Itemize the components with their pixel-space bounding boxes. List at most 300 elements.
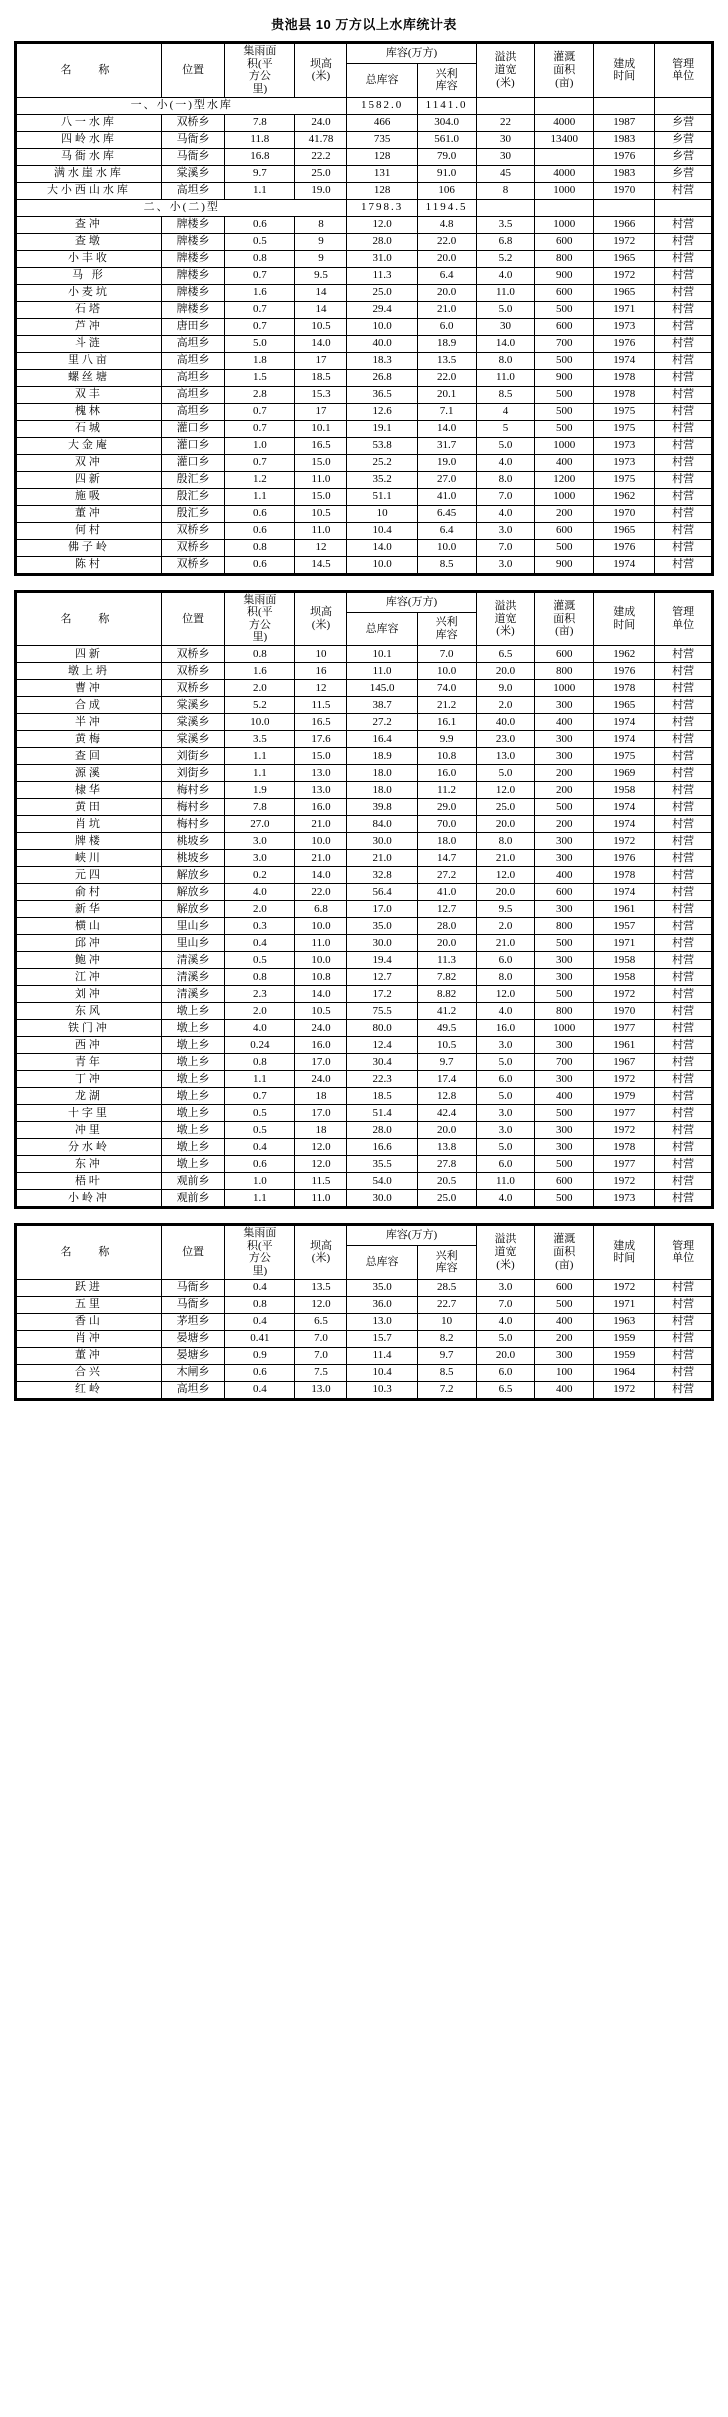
cell-built: 1970 [594,1003,655,1020]
table-header [17,1226,712,1280]
table-row [17,969,712,986]
cell-name: 五里 [17,1296,162,1313]
cell-position: 殷汇乡 [161,488,224,505]
cell-catchment: 1.5 [225,369,295,386]
cell-unit: 村营 [655,833,712,850]
cell-dam-height: 13.0 [295,782,347,799]
table-row [17,1173,712,1190]
cell-capacity-total: 12.0 [347,216,417,233]
cell-capacity-useful: 29.0 [417,799,476,816]
cell-catchment: 0.8 [225,1296,295,1313]
cell-position: 刘街乡 [161,748,224,765]
cell-catchment: 2.3 [225,986,295,1003]
cell-catchment: 1.9 [225,782,295,799]
cell-capacity-total: 11.4 [347,1347,417,1364]
cell-capacity-total: 15.7 [347,1330,417,1347]
cell-catchment: 0.6 [225,522,295,539]
cell-catchment: 11.8 [225,131,295,148]
cell-built: 1974 [594,556,655,573]
cell-spillway: 4.0 [476,1003,535,1020]
cell-built: 1971 [594,1296,655,1313]
col-header-position: 位置 [161,1226,224,1280]
cell-unit: 村营 [655,386,712,403]
cell-capacity-total: 51.4 [347,1105,417,1122]
table-row [17,714,712,731]
cell-spillway: 6.0 [476,1071,535,1088]
cell-capacity-total: 22.3 [347,1071,417,1088]
cell-position: 清溪乡 [161,952,224,969]
cell-capacity-total: 75.5 [347,1003,417,1020]
col-header-unit: 管理 单位 [655,44,712,98]
cell-spillway: 23.0 [476,731,535,748]
cell-spillway: 7.0 [476,539,535,556]
cell-irrigation: 900 [535,369,594,386]
cell-irrigation: 100 [535,1364,594,1381]
cell-name: 青年 [17,1054,162,1071]
cell-capacity-useful: 20.1 [417,386,476,403]
cell-spillway: 5.0 [476,1054,535,1071]
cell-catchment: 0.7 [225,1088,295,1105]
cell-unit: 村营 [655,867,712,884]
cell-catchment: 0.7 [225,318,295,335]
cell-dam-height: 7.0 [295,1330,347,1347]
cell-catchment: 16.8 [225,148,295,165]
table-row [17,250,712,267]
cell-catchment: 0.8 [225,646,295,663]
col-header-unit: 管理 单位 [655,592,712,646]
cell-unit: 村营 [655,505,712,522]
cell-capacity-useful: 6.45 [417,505,476,522]
cell-irrigation: 200 [535,1330,594,1347]
cell-dam-height: 10 [295,646,347,663]
cell-spillway: 3.0 [476,556,535,573]
cell-dam-height: 16.5 [295,437,347,454]
cell-capacity-total: 18.0 [347,782,417,799]
cell-capacity-useful: 20.0 [417,935,476,952]
table-row [17,488,712,505]
cell-unit: 村营 [655,1156,712,1173]
cell-dam-height: 13.0 [295,1381,347,1398]
cell-built: 1972 [594,833,655,850]
cell-capacity-useful: 12.8 [417,1088,476,1105]
cell-spillway: 6.0 [476,952,535,969]
cell-name: 鲍冲 [17,952,162,969]
cell-unit: 村营 [655,663,712,680]
cell-built: 1969 [594,765,655,782]
cell-built: 1957 [594,918,655,935]
cell-capacity-useful: 21.2 [417,697,476,714]
cell-capacity-total: 29.4 [347,301,417,318]
cell-name: 小丰收 [17,250,162,267]
table-row [17,816,712,833]
cell-built: 1977 [594,1156,655,1173]
cell-built: 1983 [594,131,655,148]
cell-dam-height: 7.5 [295,1364,347,1381]
cell-unit: 村营 [655,782,712,799]
cell-irrigation: 500 [535,420,594,437]
cell-catchment: 7.8 [225,114,295,131]
table-row [17,556,712,573]
cell-capacity-total: 10.4 [347,522,417,539]
cell-position: 双桥乡 [161,556,224,573]
cell-dam-height: 14 [295,301,347,318]
cell-capacity-useful: 14.0 [417,420,476,437]
cell-capacity-total: 18.5 [347,1088,417,1105]
col-header-name: 名 称 [17,44,162,98]
cell-spillway: 20.0 [476,663,535,680]
col-header-name: 名 称 [17,1226,162,1280]
cell-irrigation: 500 [535,539,594,556]
cell-position: 灌口乡 [161,420,224,437]
cell-name: 马 形 [17,267,162,284]
cell-position: 双桥乡 [161,663,224,680]
cell-position: 墩上乡 [161,1071,224,1088]
cell-irrigation [535,199,594,216]
col-header-capacity: 库容(万方) [347,1226,476,1246]
cell-capacity-useful: 14.7 [417,850,476,867]
cell-dam-height: 41.78 [295,131,347,148]
cell-position: 墩上乡 [161,1003,224,1020]
cell-dam-height: 10.0 [295,918,347,935]
cell-capacity-total: 30.0 [347,935,417,952]
cell-irrigation: 500 [535,1105,594,1122]
cell-unit: 村营 [655,765,712,782]
cell-capacity-useful: 6.4 [417,522,476,539]
cell-irrigation: 500 [535,301,594,318]
cell-irrigation: 200 [535,816,594,833]
cell-name: 源溪 [17,765,162,782]
cell-capacity-useful: 10.0 [417,663,476,680]
cell-name: 四新 [17,471,162,488]
cell-name: 斗涟 [17,335,162,352]
cell-capacity-useful: 8.5 [417,556,476,573]
cell-name: 大金庵 [17,437,162,454]
cell-catchment: 1.1 [225,765,295,782]
cell-name: 槐林 [17,403,162,420]
cell-unit: 村营 [655,986,712,1003]
cell-spillway: 5.2 [476,250,535,267]
cell-dam-height: 17.6 [295,731,347,748]
cell-capacity-useful: 1194.5 [417,199,476,216]
cell-unit: 村营 [655,1020,712,1037]
cell-unit: 村营 [655,1037,712,1054]
col-header-capacity-useful: 兴利 库容 [417,1246,476,1279]
cell-catchment: 2.0 [225,680,295,697]
cell-name: 黄田 [17,799,162,816]
cell-position: 木闸乡 [161,1364,224,1381]
cell-spillway: 5 [476,420,535,437]
cell-dam-height: 9 [295,233,347,250]
cell-capacity-total: 28.0 [347,233,417,250]
table-body-1 [17,97,712,573]
cell-catchment: 5.0 [225,335,295,352]
table-row [17,935,712,952]
cell-position: 棠溪乡 [161,714,224,731]
col-header-capacity-useful: 兴利 库容 [417,612,476,645]
table-body-2 [17,646,712,1207]
cell-unit: 村营 [655,488,712,505]
cell-capacity-useful: 1141.0 [417,97,476,114]
section-label: 一、小(一)型水库 [17,97,347,114]
cell-irrigation: 1000 [535,680,594,697]
cell-name: 肖坑 [17,816,162,833]
cell-capacity-total: 17.0 [347,901,417,918]
cell-capacity-useful: 4.8 [417,216,476,233]
cell-position: 双桥乡 [161,114,224,131]
cell-dam-height: 10.8 [295,969,347,986]
cell-catchment: 1.0 [225,1173,295,1190]
cell-built: 1974 [594,731,655,748]
cell-irrigation: 300 [535,1347,594,1364]
cell-dam-height: 11.5 [295,697,347,714]
cell-name: 何村 [17,522,162,539]
cell-unit [655,199,712,216]
cell-spillway: 5.0 [476,1088,535,1105]
table-body-3 [17,1279,712,1398]
cell-irrigation: 1000 [535,182,594,199]
table-row [17,833,712,850]
cell-name: 半冲 [17,714,162,731]
table-row [17,1071,712,1088]
cell-spillway: 3.0 [476,1037,535,1054]
cell-dam-height: 16.0 [295,799,347,816]
cell-capacity-useful: 10 [417,1313,476,1330]
cell-unit: 村营 [655,748,712,765]
cell-catchment: 0.6 [225,1156,295,1173]
cell-catchment: 3.5 [225,731,295,748]
cell-built: 1970 [594,182,655,199]
cell-capacity-total: 18.0 [347,765,417,782]
cell-dam-height: 10.1 [295,420,347,437]
cell-spillway: 8 [476,182,535,199]
cell-spillway: 9.0 [476,680,535,697]
cell-unit: 村营 [655,918,712,935]
cell-irrigation: 500 [535,799,594,816]
cell-capacity-total: 56.4 [347,884,417,901]
cell-catchment: 1.1 [225,1190,295,1207]
cell-irrigation [535,97,594,114]
cell-spillway: 3.0 [476,522,535,539]
cell-capacity-total: 735 [347,131,417,148]
table-row [17,148,712,165]
table-row [17,301,712,318]
cell-built: 1974 [594,884,655,901]
table-section-row [17,97,712,114]
cell-spillway: 6.0 [476,1156,535,1173]
cell-catchment: 1.1 [225,488,295,505]
table-row [17,646,712,663]
cell-position: 棠溪乡 [161,731,224,748]
cell-dam-height: 16.0 [295,1037,347,1054]
cell-irrigation: 600 [535,1173,594,1190]
cell-irrigation: 600 [535,318,594,335]
table-row [17,986,712,1003]
cell-position: 墩上乡 [161,1122,224,1139]
cell-spillway: 4.0 [476,454,535,471]
cell-catchment: 0.4 [225,935,295,952]
cell-capacity-useful: 6.4 [417,267,476,284]
cell-unit: 村营 [655,1296,712,1313]
cell-position: 灌口乡 [161,454,224,471]
cell-irrigation: 600 [535,233,594,250]
cell-dam-height: 18.5 [295,369,347,386]
cell-position: 唐田乡 [161,318,224,335]
col-header-spillway: 溢洪 道宽 (米) [476,592,535,646]
cell-catchment: 0.8 [225,250,295,267]
col-header-catchment: 集雨面 积(平 方公 里) [225,592,295,646]
cell-capacity-total: 32.8 [347,867,417,884]
cell-name: 四新 [17,646,162,663]
table-row [17,1296,712,1313]
cell-dam-height: 12.0 [295,1139,347,1156]
cell-dam-height: 10.5 [295,1003,347,1020]
cell-name: 双冲 [17,454,162,471]
cell-capacity-useful: 8.82 [417,986,476,1003]
cell-position: 殷汇乡 [161,471,224,488]
cell-capacity-total: 10 [347,505,417,522]
cell-capacity-total: 35.5 [347,1156,417,1173]
table-row [17,352,712,369]
cell-dam-height: 11.0 [295,471,347,488]
cell-spillway: 20.0 [476,884,535,901]
cell-capacity-total: 19.4 [347,952,417,969]
cell-spillway: 8.0 [476,352,535,369]
cell-dam-height: 17.0 [295,1054,347,1071]
cell-unit: 村营 [655,799,712,816]
col-header-catchment: 集雨面 积(平 方公 里) [225,44,295,98]
cell-capacity-total: 35.0 [347,1279,417,1296]
cell-capacity-useful: 31.7 [417,437,476,454]
cell-position: 观前乡 [161,1190,224,1207]
cell-built: 1961 [594,901,655,918]
cell-catchment: 0.8 [225,969,295,986]
cell-name: 梧叶 [17,1173,162,1190]
cell-spillway: 4.0 [476,505,535,522]
cell-name: 芦冲 [17,318,162,335]
col-header-capacity-total: 总库容 [347,1246,417,1279]
table-header [17,592,712,646]
cell-position: 清溪乡 [161,969,224,986]
cell-built: 1972 [594,233,655,250]
cell-irrigation: 400 [535,454,594,471]
cell-capacity-total: 26.8 [347,369,417,386]
cell-position: 双桥乡 [161,646,224,663]
table-header [17,44,712,98]
cell-spillway: 22 [476,114,535,131]
table-row [17,1313,712,1330]
cell-name: 东风 [17,1003,162,1020]
cell-capacity-total: 466 [347,114,417,131]
cell-built: 1966 [594,216,655,233]
cell-irrigation: 600 [535,522,594,539]
cell-catchment: 0.6 [225,556,295,573]
cell-capacity-total: 80.0 [347,1020,417,1037]
cell-spillway: 11.0 [476,284,535,301]
cell-irrigation: 500 [535,386,594,403]
col-header-dam-height: 坝高 (米) [295,592,347,646]
cell-irrigation: 600 [535,646,594,663]
cell-name: 董冲 [17,1347,162,1364]
cell-name: 石城 [17,420,162,437]
cell-unit: 村营 [655,352,712,369]
cell-position: 桃坡乡 [161,833,224,850]
cell-capacity-useful: 27.0 [417,471,476,488]
cell-name: 双丰 [17,386,162,403]
cell-dam-height: 18 [295,1122,347,1139]
cell-unit: 村营 [655,1313,712,1330]
cell-built: 1961 [594,1037,655,1054]
cell-capacity-total: 145.0 [347,680,417,697]
cell-name: 施吸 [17,488,162,505]
cell-catchment: 1.0 [225,437,295,454]
cell-unit: 村营 [655,454,712,471]
cell-capacity-total: 21.0 [347,850,417,867]
cell-position: 马衙乡 [161,1279,224,1296]
cell-capacity-useful: 70.0 [417,816,476,833]
cell-dam-height: 16 [295,663,347,680]
cell-catchment: 0.7 [225,420,295,437]
cell-position: 牌楼乡 [161,301,224,318]
table-row [17,1156,712,1173]
cell-catchment: 9.7 [225,165,295,182]
cell-capacity-useful: 42.4 [417,1105,476,1122]
cell-irrigation: 1000 [535,488,594,505]
col-header-capacity-total: 总库容 [347,64,417,97]
table-row [17,1122,712,1139]
cell-unit: 乡营 [655,114,712,131]
cell-position: 牌楼乡 [161,267,224,284]
cell-position: 墩上乡 [161,1037,224,1054]
cell-dam-height: 6.5 [295,1313,347,1330]
cell-capacity-total: 84.0 [347,816,417,833]
cell-irrigation: 800 [535,663,594,680]
col-header-capacity: 库容(万方) [347,592,476,612]
table-row [17,131,712,148]
cell-spillway: 20.0 [476,816,535,833]
cell-capacity-useful: 8.5 [417,1364,476,1381]
cell-built: 1967 [594,1054,655,1071]
cell-capacity-useful: 12.7 [417,901,476,918]
cell-spillway: 6.0 [476,1364,535,1381]
cell-spillway: 12.0 [476,986,535,1003]
table-row [17,386,712,403]
cell-capacity-total: 39.8 [347,799,417,816]
cell-position: 墩上乡 [161,1020,224,1037]
cell-built: 1959 [594,1330,655,1347]
cell-built: 1978 [594,369,655,386]
cell-dam-height: 11.5 [295,1173,347,1190]
cell-irrigation: 300 [535,1139,594,1156]
col-header-catchment: 集雨面 积(平 方公 里) [225,1226,295,1280]
cell-catchment: 0.5 [225,952,295,969]
cell-position: 马衙乡 [161,148,224,165]
cell-capacity-useful: 27.8 [417,1156,476,1173]
cell-name: 江冲 [17,969,162,986]
cell-capacity-useful: 10.5 [417,1037,476,1054]
cell-position: 高坦乡 [161,1381,224,1398]
cell-capacity-total: 12.7 [347,969,417,986]
cell-capacity-total: 36.5 [347,386,417,403]
cell-capacity-useful: 22.7 [417,1296,476,1313]
cell-name: 石塔 [17,301,162,318]
cell-unit: 村营 [655,935,712,952]
cell-irrigation: 200 [535,782,594,799]
cell-dam-height: 9 [295,250,347,267]
cell-spillway: 4.0 [476,1313,535,1330]
cell-capacity-useful: 20.0 [417,284,476,301]
cell-irrigation: 300 [535,1037,594,1054]
cell-built: 1974 [594,352,655,369]
